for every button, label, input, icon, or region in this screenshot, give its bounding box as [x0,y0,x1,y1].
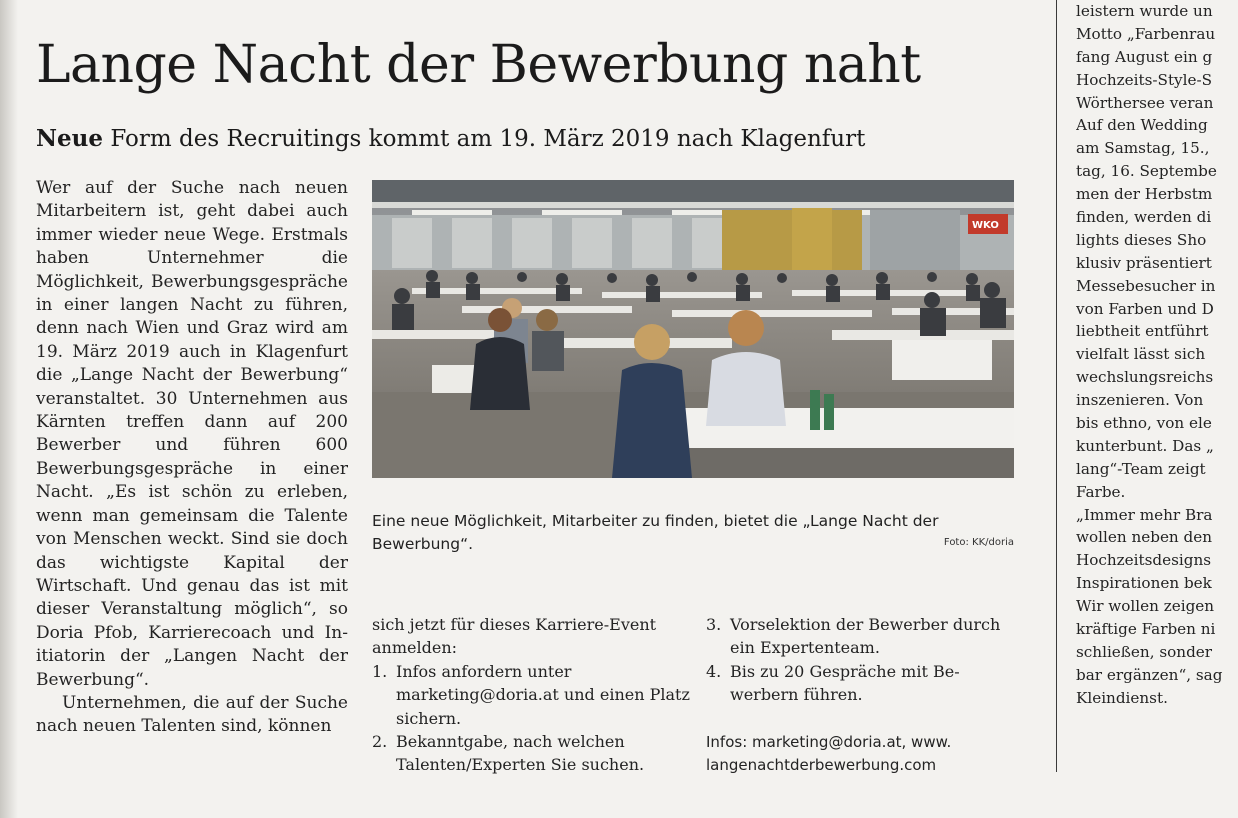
photo-illustration [372,180,1014,478]
step-text: Infos anfordern unter marketing@doria.at und einen Platz sichern. [396,661,690,728]
adjacent-article-line: men der Herbstm [1076,185,1213,204]
adjacent-article-line: wollen neben den [1076,528,1213,547]
article-paragraph-2: Unternehmen, die auf der Suche nach neuen Talenten sind, können [36,692,348,737]
adjacent-article-line: bis ethno, von ele [1076,414,1212,433]
column-divider [1056,0,1057,772]
signup-intro: sich jetzt für dieses Karriere-Event anmelden: [372,615,657,658]
article-column-3 [706,613,1016,777]
adjacent-article-line: Messebesucher in [1076,276,1216,295]
headline: Lange Nacht der Bewerbung naht [36,35,921,95]
adjacent-article-line: lang“-Team zeigt [1076,459,1206,478]
adjacent-article-line: finden, werden di [1076,208,1212,227]
adjacent-article-line: Hochzeitsdesigns [1076,551,1212,570]
adjacent-article-line: tag, 16. Septembe [1076,162,1217,181]
adjacent-article-line: wechslungsreichs [1076,368,1214,387]
adjacent-article-line: Wörthersee veran [1076,93,1214,112]
adjacent-article-line: bar ergänzen“, sag [1076,665,1223,684]
step-number: 3. [706,615,722,634]
info-contact: Infos: marketing@doria.at, www. langenachtderbewerbung.com [706,732,952,775]
adjacent-article-line: Inspirationen bek [1076,574,1212,593]
steps-list-b [706,613,1016,707]
photo-caption [372,510,1014,556]
step-item-2 [372,730,690,777]
step-text: Vorselektion der Bewerber durch ein Expertenteam. [730,615,1001,658]
page-gutter-shadow [0,0,18,818]
adjacent-article-line: von Farben und D [1076,299,1214,318]
adjacent-article-line: liebtheit entführt [1076,322,1209,341]
subheadline-bold: Neue [36,125,104,152]
adjacent-article-line: kunterbunt. Das „ [1076,436,1214,455]
article-column-2 [372,613,690,777]
step-number: 4. [706,661,722,681]
adjacent-article-line: schließen, sonder [1076,642,1213,661]
steps-list-a [372,660,690,777]
article-photo [372,180,1014,478]
adjacent-article-line: „Immer mehr Bra [1076,505,1213,524]
subheadline-rest: Form des Recruitings kommt am 19. März 2019 nach Klagenfurt [103,126,866,152]
step-text: Bekanntgabe, nach welchen Talenten/Experten Sie suchen. [396,732,645,775]
adjacent-article-line: fang August ein g [1076,47,1213,66]
step-text: Bis zu 20 Gespräche mit Bewerbern führen. [730,661,960,705]
adjacent-article-line: vielfalt lässt sich [1076,345,1206,364]
step-number: 1. [372,661,388,681]
adjacent-article-line: Farbe. [1076,482,1126,501]
caption-text: Eine neue Möglichkeit, Mitarbeiter zu finden, bietet die „Lange Nacht der Bewerbung“. [372,512,939,553]
adjacent-article-line: Wir wollen zeigen [1076,597,1215,616]
adjacent-article-line: Motto „Farbenrau [1076,24,1216,43]
adjacent-article-line: Hochzeits-Style-S [1076,70,1213,89]
article-column-1 [36,177,348,739]
photo-sign-text: WKO [972,220,999,231]
step-item-3 [706,613,1016,660]
step-number: 2. [372,732,388,752]
step-item-4 [706,660,1016,707]
adjacent-article-line: Kleindienst. [1076,688,1168,707]
adjacent-article-line: kräftige Farben ni [1076,620,1216,639]
adjacent-article-line: am Samstag, 15., [1076,139,1210,158]
adjacent-article-line: klusiv präsentiert [1076,253,1212,272]
subheadline [36,124,865,154]
adjacent-article-line: Auf den Wedding [1076,116,1208,135]
adjacent-article-line: leistern wurde un [1076,2,1213,20]
article-paragraph-1: Wer auf der Suche nach neuen Mitarbeitern ist, geht dabei auch immer wieder neue Wege. Erstmals haben Unternehmer die Möglichkeit, Bewerbungsgespräche in einer langen Nacht zu führen, denn nach Wien und Graz wird am 19. März 2019 auch in Klagenfurt die „Lange Nacht der Bewerbung“ veranstaltet. 30 Unternehmen aus Kärnten treffen dann auf 200 Bewerber und führen 600 Bewerbungsgespräche in einer Nacht. „Es ist schön zu erleben, wenn man gemeinsam die Talente von Menschen weckt. Sind sie doch das wichtigste Kapital der Wirtschaft. Und genau das ist mit dieser Veranstaltung möglich“, so Doria Pfob, Karrierecoach und Initiatorin der „Langen Nacht der Bewerbung“. [36,178,348,690]
photo-credit: Foto: KK/doria [943,537,1014,548]
adjacent-article-column [1076,0,1238,790]
step-item-1 [372,660,690,730]
adjacent-article-line: inszenieren. Von [1076,391,1204,410]
adjacent-article-line: lights dieses Sho [1076,230,1207,249]
